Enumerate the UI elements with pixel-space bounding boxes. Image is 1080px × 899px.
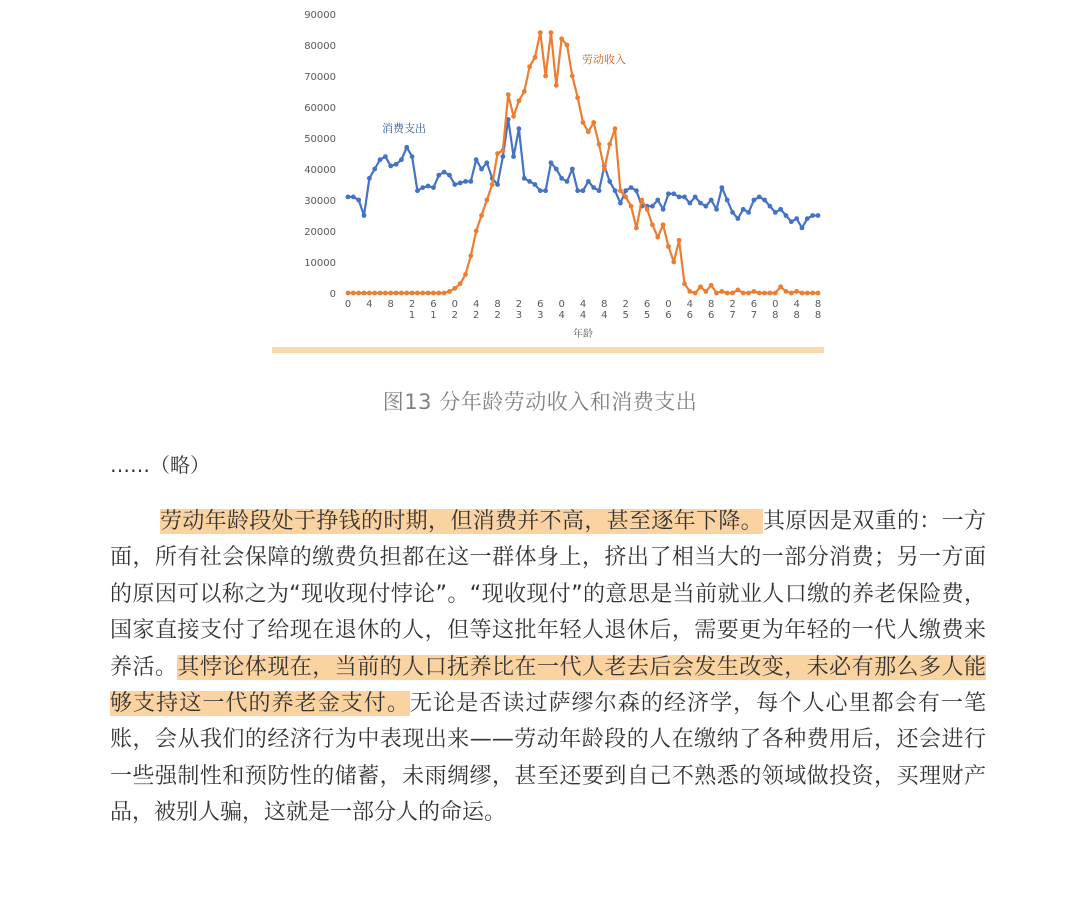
data-point	[671, 260, 676, 265]
data-point	[570, 74, 575, 79]
series-line-2	[348, 33, 818, 293]
data-point	[565, 43, 570, 48]
data-point	[479, 167, 484, 172]
x-tick-label: 0	[344, 299, 352, 310]
data-point	[618, 201, 623, 206]
data-point	[388, 291, 393, 296]
x-tick-label: 4	[366, 299, 373, 310]
x-tick-label: 0	[558, 299, 565, 310]
x-tick-label: 8	[814, 299, 822, 310]
data-point	[735, 288, 740, 293]
x-tick-label: 4	[558, 310, 565, 321]
data-point	[725, 291, 730, 296]
data-point	[511, 154, 516, 159]
data-point	[452, 182, 457, 187]
data-point	[661, 222, 666, 227]
data-point	[757, 195, 762, 200]
data-point	[431, 291, 436, 296]
data-point	[533, 55, 538, 60]
data-point	[367, 291, 372, 296]
data-point	[575, 188, 580, 193]
x-tick-label: 0	[772, 299, 779, 310]
data-point	[746, 210, 751, 215]
data-point	[404, 145, 409, 150]
data-point	[655, 198, 660, 203]
data-point	[714, 291, 719, 296]
data-point	[725, 198, 730, 203]
x-tick-label: 1	[430, 310, 437, 321]
data-point	[517, 98, 522, 103]
data-point	[789, 291, 794, 296]
data-point	[479, 213, 484, 218]
data-point	[543, 74, 548, 79]
data-point	[431, 185, 436, 190]
data-point	[458, 281, 463, 286]
data-point	[757, 291, 762, 296]
data-point	[762, 291, 767, 296]
data-point	[495, 182, 500, 187]
series-label-income: 劳动收入	[582, 53, 626, 66]
data-point	[559, 36, 564, 41]
data-point	[367, 176, 372, 181]
data-point	[586, 179, 591, 184]
text-1: 其原因是双重的：一方面，所有社会保障的缴费负担都在这一群体身上，挤出了相当大的一部分消费；另一方面的原因可以称之为“现收现付悖论”。“现收现付”的意思是当前就业人口缴的养老保险费，国家直接支付了给现在退休的人，但等这批年轻人退休后，需要更为年轻的一代人缴费来养活。	[110, 509, 986, 680]
data-point	[682, 195, 687, 200]
data-point	[463, 272, 468, 277]
data-point	[372, 291, 377, 296]
data-point	[650, 222, 655, 227]
x-tick-label: 7	[750, 310, 758, 321]
data-point	[752, 198, 757, 203]
x-tick-label: 2	[451, 310, 459, 321]
data-point	[399, 157, 404, 162]
y-tick-label: 0	[329, 289, 336, 300]
data-point	[468, 253, 473, 258]
data-point	[591, 120, 596, 125]
data-point	[591, 185, 596, 190]
data-point	[602, 167, 607, 172]
data-point	[789, 219, 794, 224]
y-tick-label: 90000	[304, 10, 336, 21]
series-label-consumption: 消费支出	[382, 122, 426, 135]
data-point	[490, 182, 495, 187]
data-point	[399, 291, 404, 296]
y-tick-label: 50000	[304, 134, 336, 145]
text-2: 无论是否读过萨缪尔森的经济学，每个人心里都会有一笔账，会从我们的经济行为中表现出来——劳动年龄段的人在缴纳了各种费用后，还会进行一些强制性和预防性的储蓄，未雨绸缪，甚至还要到自己不熟悉的领域做投资，买理财产品，被别人骗，这就是一部分人的命运。	[110, 691, 986, 826]
data-point	[805, 291, 810, 296]
data-point	[436, 173, 441, 178]
data-point	[495, 151, 500, 156]
x-tick-label: 4	[472, 299, 480, 310]
x-tick-label: 4	[579, 310, 587, 321]
data-point	[394, 162, 399, 167]
data-point	[362, 291, 367, 296]
data-point	[506, 92, 511, 97]
x-tick-label: 2	[494, 310, 501, 321]
data-point	[565, 179, 570, 184]
data-point	[623, 195, 628, 200]
data-point	[442, 170, 447, 175]
data-point	[458, 181, 463, 186]
data-point	[415, 188, 420, 193]
x-tick-label: 2	[622, 299, 629, 310]
x-tick-label: 2	[729, 299, 736, 310]
data-point	[661, 207, 666, 212]
data-point	[618, 188, 623, 193]
x-tick-label: 8	[814, 310, 822, 321]
data-point	[420, 185, 425, 190]
data-point	[719, 185, 724, 190]
data-point	[666, 191, 671, 196]
data-point	[714, 207, 719, 212]
data-point	[378, 157, 383, 162]
data-point	[426, 184, 431, 189]
line-chart	[272, 0, 824, 355]
figure-caption: 图13 分年龄劳动收入和消费支出	[382, 390, 698, 414]
x-tick-label: 1	[408, 310, 416, 321]
data-point	[452, 286, 457, 291]
data-point	[778, 207, 783, 212]
data-point	[484, 160, 489, 165]
data-point	[629, 185, 634, 190]
data-point	[404, 291, 409, 296]
data-point	[554, 83, 559, 88]
data-point	[693, 291, 698, 296]
data-point	[543, 188, 548, 193]
x-tick-label: 8	[601, 299, 608, 310]
x-tick-label: 8	[772, 310, 779, 321]
data-point	[447, 173, 452, 178]
data-point	[383, 291, 388, 296]
x-tick-label: 3	[515, 310, 523, 321]
data-point	[816, 291, 821, 296]
y-tick-label: 70000	[304, 72, 336, 83]
y-tick-label: 60000	[304, 103, 336, 114]
data-point	[468, 179, 473, 184]
x-tick-label: 6	[750, 299, 758, 310]
data-point	[447, 289, 452, 294]
x-tick-label: 6	[686, 310, 694, 321]
x-tick-label: 8	[387, 299, 394, 310]
data-point	[810, 291, 815, 296]
data-point	[511, 114, 516, 119]
x-tick-label: 2	[515, 299, 523, 310]
data-point	[741, 207, 746, 212]
x-tick-label: 3	[537, 310, 544, 321]
data-point	[346, 291, 351, 296]
data-point	[671, 191, 676, 196]
data-point	[500, 148, 505, 153]
data-point	[800, 226, 805, 231]
data-point	[677, 195, 682, 200]
x-tick-label: 4	[686, 299, 694, 310]
data-point	[645, 207, 650, 212]
x-tick-label: 8	[793, 310, 800, 321]
data-point	[741, 291, 746, 296]
data-point	[730, 291, 735, 296]
data-point	[794, 216, 799, 221]
data-point	[784, 213, 789, 218]
data-point	[613, 188, 618, 193]
data-point	[356, 198, 361, 203]
x-tick-label: 2	[472, 310, 480, 321]
omission-marker: ……（略）	[110, 453, 210, 477]
data-point	[372, 167, 377, 172]
data-point	[634, 226, 639, 231]
data-point	[800, 291, 805, 296]
data-point	[794, 289, 799, 294]
y-tick-label: 30000	[304, 196, 336, 207]
data-point	[687, 201, 692, 206]
data-point	[420, 291, 425, 296]
data-point	[442, 291, 447, 296]
data-point	[362, 213, 367, 218]
data-point	[768, 291, 773, 296]
x-tick-label: 4	[793, 299, 800, 310]
data-point	[538, 30, 543, 35]
x-axis-label: 年龄	[573, 329, 593, 340]
data-point	[554, 167, 559, 172]
x-tick-label: 0	[665, 299, 672, 310]
x-tick-label: 4	[579, 299, 587, 310]
x-tick-label: 6	[430, 299, 437, 310]
data-point	[687, 289, 692, 294]
data-point	[703, 204, 708, 209]
data-point	[351, 195, 356, 200]
data-point	[778, 284, 783, 289]
y-tick-label: 10000	[304, 258, 336, 269]
data-point	[527, 179, 532, 184]
data-point	[527, 64, 532, 69]
data-point	[378, 291, 383, 296]
data-point	[698, 201, 703, 206]
data-point	[752, 289, 757, 294]
x-tick-label: 6	[665, 310, 672, 321]
highlight-1: 劳动年龄段处于挣钱的时期，但消费并不高，甚至逐年下降。	[160, 509, 763, 534]
data-point	[581, 120, 586, 125]
data-point	[773, 210, 778, 215]
data-point	[559, 176, 564, 181]
x-tick-label: 0	[451, 299, 459, 310]
data-point	[666, 244, 671, 249]
data-point	[500, 154, 505, 159]
data-point	[522, 176, 527, 181]
data-point	[693, 195, 698, 200]
data-point	[426, 291, 431, 296]
data-point	[703, 289, 708, 294]
data-point	[805, 216, 810, 221]
data-point	[634, 188, 639, 193]
x-tick-label: 6	[643, 299, 651, 310]
data-point	[650, 204, 655, 209]
data-point	[607, 142, 612, 147]
data-point	[709, 198, 714, 203]
data-point	[474, 229, 479, 234]
data-point	[730, 210, 735, 215]
data-point	[746, 291, 751, 296]
data-point	[597, 188, 602, 193]
y-tick-label: 20000	[304, 227, 336, 238]
data-point	[581, 188, 586, 193]
data-point	[410, 291, 415, 296]
data-point	[613, 126, 618, 131]
data-point	[410, 154, 415, 159]
x-tick-label: 4	[601, 310, 608, 321]
data-point	[436, 291, 441, 296]
data-point	[549, 30, 554, 35]
data-point	[629, 204, 634, 209]
x-tick-label: 2	[408, 299, 416, 310]
data-point	[356, 291, 361, 296]
data-point	[533, 182, 538, 187]
data-point	[597, 142, 602, 147]
x-tick-label: 6	[537, 299, 544, 310]
data-point	[810, 213, 815, 218]
data-point	[549, 160, 554, 165]
data-point	[346, 195, 351, 200]
data-point	[383, 154, 388, 159]
data-point	[575, 95, 580, 100]
data-point	[768, 204, 773, 209]
data-point	[639, 198, 644, 203]
age-income-consumption-chart	[272, 0, 824, 355]
highlight-2: 其悖论体现在，当前的人口抚养比在一代人老去后会发生改变，未必有那么多人能够支持这一代的养老金支付。	[110, 654, 986, 717]
data-point	[719, 289, 724, 294]
data-point	[682, 281, 687, 286]
data-point	[474, 157, 479, 162]
x-tick-label: 6	[707, 310, 715, 321]
chart-bottom-rule	[272, 347, 824, 353]
y-tick-label: 80000	[304, 41, 336, 52]
data-point	[517, 126, 522, 131]
y-tick-label: 40000	[304, 165, 336, 176]
data-point	[762, 198, 767, 203]
data-point	[816, 213, 821, 218]
data-point	[698, 284, 703, 289]
data-point	[570, 167, 575, 172]
data-point	[623, 188, 628, 193]
x-tick-label: 7	[729, 310, 736, 321]
data-point	[351, 291, 356, 296]
x-tick-label: 8	[707, 299, 715, 310]
data-point	[538, 188, 543, 193]
data-point	[735, 216, 740, 221]
data-point	[709, 283, 714, 288]
data-point	[388, 164, 393, 169]
data-point	[773, 291, 778, 296]
data-point	[463, 179, 468, 184]
data-point	[415, 291, 420, 296]
x-tick-label: 8	[494, 299, 501, 310]
x-tick-label: 5	[643, 310, 651, 321]
data-point	[522, 89, 527, 94]
body-paragraph	[110, 504, 986, 832]
data-point	[655, 235, 660, 240]
data-point	[586, 129, 591, 134]
x-tick-label: 5	[622, 310, 629, 321]
data-point	[677, 238, 682, 243]
data-point	[394, 291, 399, 296]
data-point	[784, 289, 789, 294]
data-point	[607, 179, 612, 184]
data-point	[484, 198, 489, 203]
